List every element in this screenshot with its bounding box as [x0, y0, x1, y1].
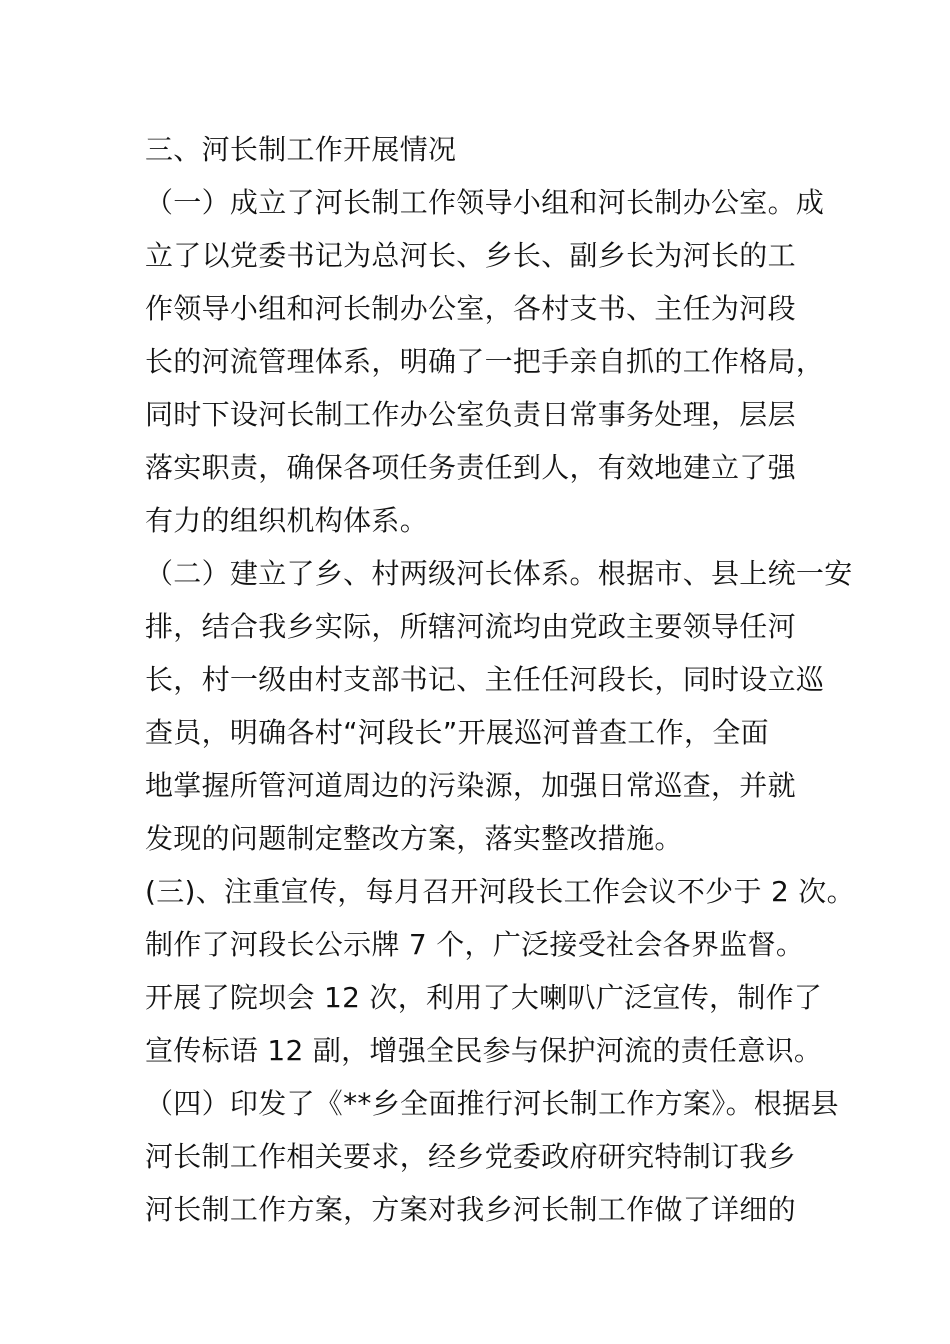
text-line: 河长制工作相关要求，经乡党委政府研究特制订我乡 [145, 1140, 796, 1173]
text-line: （一）成立了河长制工作领导小组和河长制办公室。成 [145, 186, 825, 219]
text-line: 河长制工作方案，方案对我乡河长制工作做了详细的 [145, 1193, 796, 1226]
text-line: 同时下设河长制工作办公室负责日常事务处理，层层 [145, 398, 796, 431]
section-heading: 三、河长制工作开展情况 [145, 133, 457, 166]
text-line: 查员，明确各村“河段长”开展巡河普查工作，全面 [145, 716, 769, 749]
document-body [145, 123, 855, 1236]
text-line: 制作了河段长公示牌 7 个，广泛接受社会各界监督。 [145, 928, 805, 961]
text-line: 长的河流管理体系，明确了一把手亲自抓的工作格局， [145, 345, 825, 378]
text-line: 开展了院坝会 12 次，利用了大喇叭广泛宣传，制作了 [145, 981, 823, 1014]
text-line: 长，村一级由村支部书记、主任任河段长，同时设立巡 [145, 663, 825, 696]
text-line: （二）建立了乡、村两级河长体系。根据市、县上统一安 [145, 557, 853, 590]
text-line: 有力的组织机构体系。 [145, 504, 429, 537]
text-line: 落实职责，确保各项任务责任到人，有效地建立了强 [145, 451, 796, 484]
text-line: 立了以党委书记为总河长、乡长、副乡长为河长的工 [145, 239, 796, 272]
text-line: 排，结合我乡实际，所辖河流均由党政主要领导任河 [145, 610, 796, 643]
text-line: （四）印发了《**乡全面推行河长制工作方案》。根据县 [145, 1087, 839, 1120]
text-line: 作领导小组和河长制办公室，各村支书、主任为河段 [145, 292, 796, 325]
text-line: 宣传标语 12 副，增强全民参与保护河流的责任意识。 [145, 1034, 823, 1067]
text-line: 发现的问题制定整改方案，落实整改措施。 [145, 822, 683, 855]
text-line: (三)、注重宣传，每月召开河段长工作会议不少于 2 次。 [145, 875, 855, 908]
text-line: 地掌握所管河道周边的污染源，加强日常巡查，并就 [145, 769, 796, 802]
